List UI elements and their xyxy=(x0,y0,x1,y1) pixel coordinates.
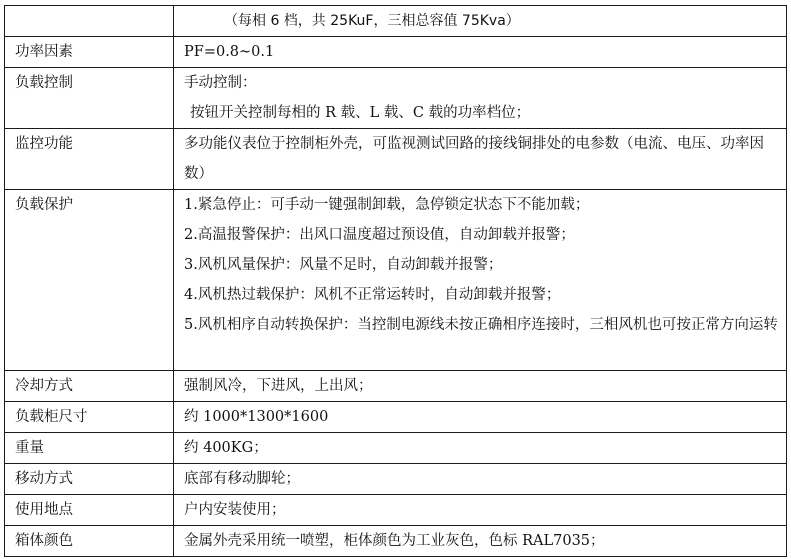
value-line: 强制风冷，下进风，上出风； xyxy=(184,377,373,394)
row-value xyxy=(174,494,787,525)
value-line: 约 400KG； xyxy=(184,439,268,456)
row-value xyxy=(174,6,787,37)
row-value xyxy=(174,68,787,129)
value-line: 约 1000*1300*1600 xyxy=(184,408,329,425)
value-line: 1.紧急停止：可手动一键强制卸载，急停锁定状态下不能加载； xyxy=(184,197,590,214)
row-label: 箱体颜色 xyxy=(5,525,174,556)
table-row-weight xyxy=(5,432,787,463)
row-label xyxy=(5,6,174,37)
value-line: 3.风机风量保护：风量不足时，自动卸载并报警； xyxy=(184,257,503,274)
value-line: 4.风机热过载保护：风机不正常运转时，自动卸载并报警； xyxy=(184,287,561,304)
row-label: 重量 xyxy=(5,432,174,463)
value-line: 户内安装使用； xyxy=(184,501,286,518)
row-value xyxy=(174,463,787,494)
row-value xyxy=(174,129,787,190)
table-row-monitoring xyxy=(5,129,787,190)
row-label: 负载柜尺寸 xyxy=(5,401,174,432)
table-row-location xyxy=(5,494,787,525)
table-row-power-factor xyxy=(5,37,787,68)
row-label: 使用地点 xyxy=(5,494,174,525)
table-row-color xyxy=(5,525,787,556)
value-line: 底部有移动脚轮； xyxy=(184,470,300,487)
value-line: 金属外壳采用统一喷塑，柜体颜色为工业灰色，色标 RAL7035； xyxy=(184,532,605,549)
value-line: 2.高温报警保护：出风口温度超过预设值，自动卸载并报警； xyxy=(184,227,575,244)
row-value xyxy=(174,37,787,68)
row-label: 功率因素 xyxy=(5,37,174,68)
table-row-capacitance-note xyxy=(5,6,787,37)
table-row-cabinet-size xyxy=(5,401,787,432)
row-value xyxy=(174,370,787,401)
value-line: 按钮开关控制每相的 R 载、L 载、C 载的功率档位； xyxy=(190,105,531,122)
row-label: 负载控制 xyxy=(5,68,174,129)
row-label: 负载保护 xyxy=(5,190,174,370)
value-line: 5.风机相序自动转换保护：当控制电源线未按正确相序连接时，三相风机也可按正常方向运转 xyxy=(184,317,778,334)
row-label: 冷却方式 xyxy=(5,370,174,401)
row-value xyxy=(174,401,787,432)
row-label: 监控功能 xyxy=(5,129,174,190)
row-label: 移动方式 xyxy=(5,463,174,494)
row-value xyxy=(174,190,787,370)
row-value xyxy=(174,432,787,463)
table-row-load-protection xyxy=(5,190,787,370)
row-value xyxy=(174,525,787,556)
value-line: PF=0.8~0.1 xyxy=(184,44,275,61)
spec-table xyxy=(4,5,787,557)
table-row-mobility xyxy=(5,463,787,494)
value-line: 多功能仪表位于控制柜外壳，可监视测试回路的接线铜排处的电参数（电流、电压、功率因数） xyxy=(184,136,764,183)
capacitance-note: （每相 6 档，共 25KuF，三相总容值 75Kva） xyxy=(224,13,520,29)
value-line: 手动控制： xyxy=(184,75,257,92)
table-row-load-control xyxy=(5,68,787,129)
table-row-cooling xyxy=(5,370,787,401)
